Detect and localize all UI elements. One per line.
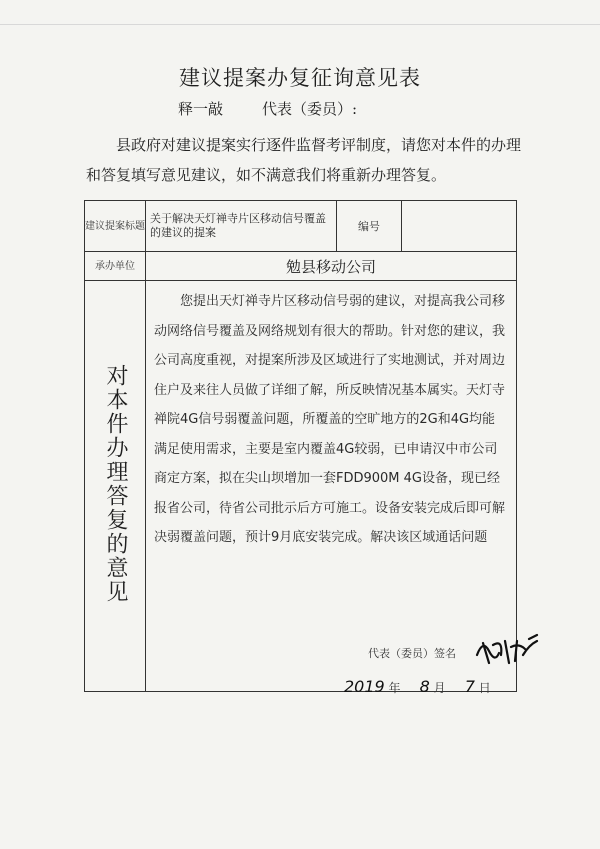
- unit-value-cell: [146, 252, 517, 281]
- subject-value-cell: [146, 201, 337, 252]
- scan-artifact: [0, 24, 600, 25]
- unit-header-cell: [85, 252, 146, 281]
- side-label-cell: [85, 281, 146, 692]
- number-header-cell: [337, 201, 402, 252]
- document-title: 建议提案办复征询意见表: [179, 66, 421, 90]
- unit-header: 承办单位: [95, 260, 135, 272]
- date-month-unit: 月: [433, 681, 446, 695]
- opinion-form-table: [84, 200, 517, 696]
- date-day-unit: 日: [478, 681, 491, 695]
- opinion-text: 您提出天灯禅寺片区移动信号弱的建议，对提高我公司移动网络信号覆盖及网络规划有很大的帮助。针对您的建议，我公司高度重视，对提案所涉及区域进行了实地测试，并对周边住户及来往人员做了详细了解，所反映情况基本属实。天灯寺禅院4G信号弱覆盖问题，所覆盖的空旷地方的2G和4G均能满足使用需求，主要是室内覆盖4G较弱，已申请汉中市公司商定方案，拟在尖山坝增加一套FDD900M 4G设备，现已经报省公司，待省公司批示后方可施工。设备安装完成后即可解决弱覆盖问题，预计9月底安装完成。解决该区域通话问题: [154, 294, 506, 545]
- date-year: 2019: [344, 677, 385, 696]
- number-value-cell: [402, 201, 517, 252]
- date-year-unit: 年: [388, 681, 401, 695]
- date-row: [344, 677, 491, 696]
- opinion-cell: [146, 281, 517, 696]
- date-month: 8: [419, 677, 430, 696]
- representative-label: 代表（委员）:: [262, 100, 358, 118]
- representative-name: 释一敲: [178, 100, 224, 118]
- handwritten-signature-icon: [473, 633, 543, 667]
- intro-paragraph: 县政府对建议提案实行逐件监督考评制度，请您对本件的办理和答复填写意见建议，如不满意我们将重新办理答复。: [86, 136, 522, 184]
- subject-header-cell: [85, 201, 146, 252]
- signature-row: [368, 645, 456, 661]
- signature-label: 代表（委员）签名: [368, 647, 456, 660]
- subject-value: 关于解决天灯禅寺片区移动信号覆盖的建议的提案: [150, 212, 326, 239]
- subject-header: 建议提案标题: [85, 220, 145, 232]
- unit-value: 勉县移动公司: [285, 257, 376, 276]
- number-header: 编号: [358, 220, 380, 233]
- side-label: 对本件办理答复的意见: [103, 364, 128, 604]
- date-day: 7: [464, 677, 475, 696]
